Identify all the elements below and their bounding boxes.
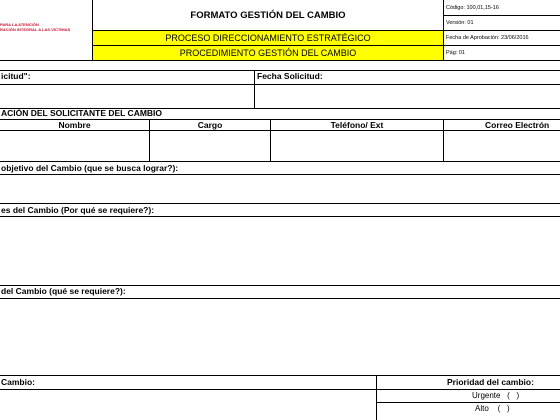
description-label: del Cambio (qué se requiere?):: [1, 286, 126, 296]
request-date-label: Fecha Solicitud:: [257, 71, 323, 81]
priority-row-line: [377, 402, 560, 403]
procedure-name: [93, 45, 443, 60]
applicant-name-field[interactable]: [0, 131, 149, 161]
process-name-text: PROCESO DIRECCIONAMIENTO ESTRATÉGICO: [165, 33, 371, 43]
priority-high-option[interactable]: Alto ( ): [475, 404, 510, 413]
change-type-label: Cambio:: [1, 377, 35, 387]
logo-line-1: PARA LA ATENCIÓN: [0, 22, 39, 27]
column-header-email: Correo Electrón: [485, 120, 550, 130]
causes-top-line: [0, 203, 560, 204]
priority-urgent-option[interactable]: Urgente ( ): [472, 391, 520, 400]
logo: [0, 0, 92, 60]
document-version: Versión: 01: [444, 15, 560, 30]
procedure-name-text: PROCEDIMIENTO GESTIÓN DEL CAMBIO: [179, 48, 357, 58]
applicant-email-field[interactable]: [444, 131, 560, 161]
column-header-name: Nombre: [58, 119, 91, 130]
description-field[interactable]: [0, 299, 560, 375]
objective-label: objetivo del Cambio (que se busca lograr?):: [1, 163, 179, 173]
process-name: [93, 30, 443, 45]
document-title-text: FORMATO GESTIÓN DEL CAMBIO: [190, 9, 346, 21]
causes-label: es del Cambio (Por qué se requiere?):: [1, 205, 155, 215]
applicant-phone-field[interactable]: [271, 131, 443, 161]
requester-label: icitud":: [1, 71, 31, 81]
objective-top-line: [0, 161, 560, 162]
column-header-position: Cargo: [197, 119, 223, 130]
applicant-section-title: ACIÓN DEL SOLICITANTE DEL CAMBIO: [1, 108, 163, 118]
header-bottom-line: [0, 60, 560, 61]
approval-date: Fecha de Aprobación: 23/06/2016: [444, 30, 560, 45]
priority-divider: [376, 375, 377, 420]
page-number: Pág: 01: [444, 45, 560, 60]
document-code: Código: 100,01,15-16: [446, 4, 499, 11]
priority-label: Prioridad del cambio:: [447, 377, 534, 387]
bottom-top-line: [0, 375, 560, 376]
applicant-position-field[interactable]: [150, 131, 270, 161]
request-date-field[interactable]: [255, 85, 560, 108]
document-title: [93, 0, 443, 30]
objective-field[interactable]: [0, 175, 560, 203]
logo-line-2: RACIÓN INTEGRAL A LAS VÍCTIMAS: [0, 27, 71, 32]
change-type-field[interactable]: [0, 390, 375, 420]
causes-field[interactable]: [0, 217, 560, 285]
requester-field[interactable]: [0, 85, 253, 108]
column-header-phone: Teléfono/ Ext: [330, 119, 384, 130]
